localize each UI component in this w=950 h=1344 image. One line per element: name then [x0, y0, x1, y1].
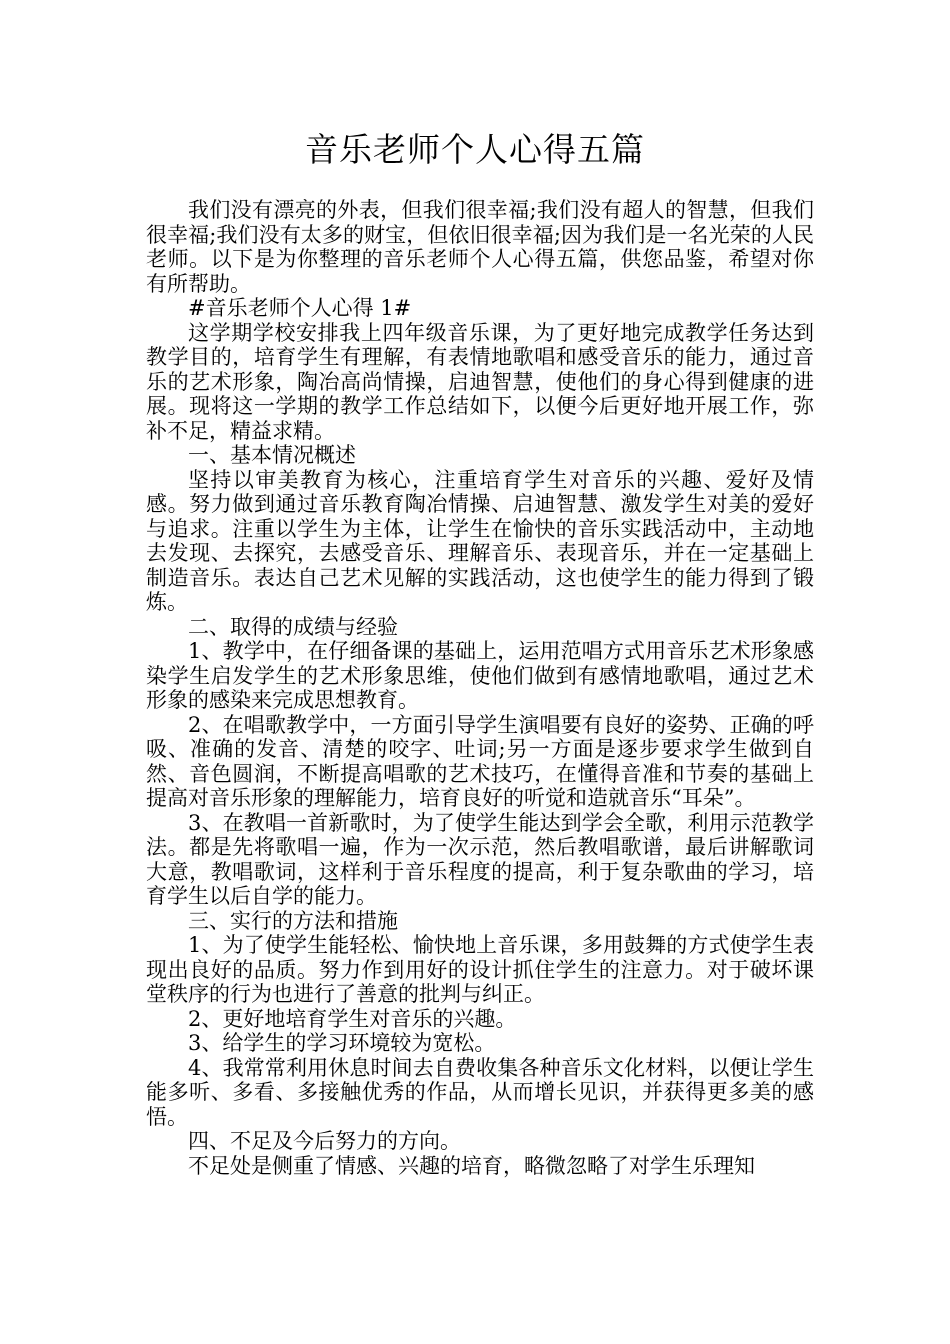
- paragraph-intro: 我们没有漂亮的外表，但我们很幸福;我们没有超人的智慧，但我们很幸福;我们没有太多的财宝，但依旧很幸福;因为我们是一名光荣的人民老师。以下是为你整理的音乐老师个人心得五篇，供您品鉴，希望对你有所帮助。: [146, 198, 814, 296]
- heading-overview: 一、基本情况概述: [188, 443, 356, 467]
- heading-achievements: 二、取得的成绩与经验: [188, 614, 398, 639]
- paragraph-achievement-2: 2、在唱歌教学中，一方面引导学生演唱要有良好的姿势、正确的呼吸、准确的发音、清楚的咬字、吐词;另一方面是逐步要求学生做到自然、音色圆润，不断提高唱歌的艺术技巧，在懂得音准和节奏的基础上提高对音乐形象的理解能力，培育良好的听觉和造就音乐“耳朵”。: [146, 712, 814, 810]
- paragraph-opening: 这学期学校安排我上四年级音乐课，为了更好地完成教学任务达到教学目的，培育学生有理解，有表情地歌唱和感受音乐的能力，通过音乐的艺术形象，陶冶高尚情操，启迪智慧，使他们的身心得到健康的进展。现将这一学期的教学工作总结如下，以便今后更好地开展工作，弥补不足，精益求精。: [146, 320, 814, 443]
- document-title: 音乐老师个人心得五篇: [305, 130, 645, 169]
- paragraph-method-1: 1、为了使学生能轻松、愉快地上音乐课，多用鼓舞的方式使学生表现出良好的品质。努力作到用好的设计抓住学生的注意力。对于破坏课堂秩序的行为也进行了善意的批判与纠正。: [146, 933, 814, 1006]
- paragraph-achievement-3: 3、在教唱一首新歌时，为了使学生能达到学会全歌，利用示范教学法。都是先将歌唱一遍，作为一次示范，然后教唱歌谱，最后讲解歌词大意，教唱歌词，这样利于音乐程度的提高，利于复杂歌曲的学习，培育学生以后自学的能力。: [146, 810, 814, 908]
- paragraph-method-3: 3、给学生的学习环境较为宽松。: [188, 1031, 496, 1055]
- heading-methods: 三、实行的方法和措施: [188, 908, 398, 933]
- paragraph-method-2: 2、更好地培育学生对音乐的兴趣。: [188, 1006, 517, 1031]
- section-heading-part-1: #音乐老师个人心得 1#: [188, 296, 412, 320]
- heading-shortcomings: 四、不足及今后努力的方向。: [188, 1129, 461, 1153]
- paragraph-shortcomings: 不足处是侧重了情感、兴趣的培育，略微忽略了对学生乐理知: [188, 1153, 755, 1178]
- paragraph-achievement-1: 1、教学中，在仔细备课的基础上，运用范唱方式用音乐艺术形象感染学生启发学生的艺术形象思维，使他们做到有感情地歌唱，通过艺术形象的感染来完成思想教育。: [146, 639, 814, 712]
- paragraph-method-4: 4、我常常利用休息时间去自费收集各种音乐文化材料，以便让学生能多听、多看、多接触优秀的作品，从而增长见识，并获得更多美的感悟。: [146, 1055, 814, 1129]
- document-body: [146, 198, 814, 1178]
- paragraph-overview: 坚持以审美教育为核心，注重培育学生对音乐的兴趣、爱好及情感。努力做到通过音乐教育陶冶情操、启迪智慧、激发学生对美的爱好与追求。注重以学生为主体，让学生在愉快的音乐实践活动中，主动地去发现、去探究，去感受音乐、理解音乐、表现音乐，并在一定基础上制造音乐。表达自己艺术见解的实践活动，这也使学生的能力得到了锻炼。: [146, 467, 814, 614]
